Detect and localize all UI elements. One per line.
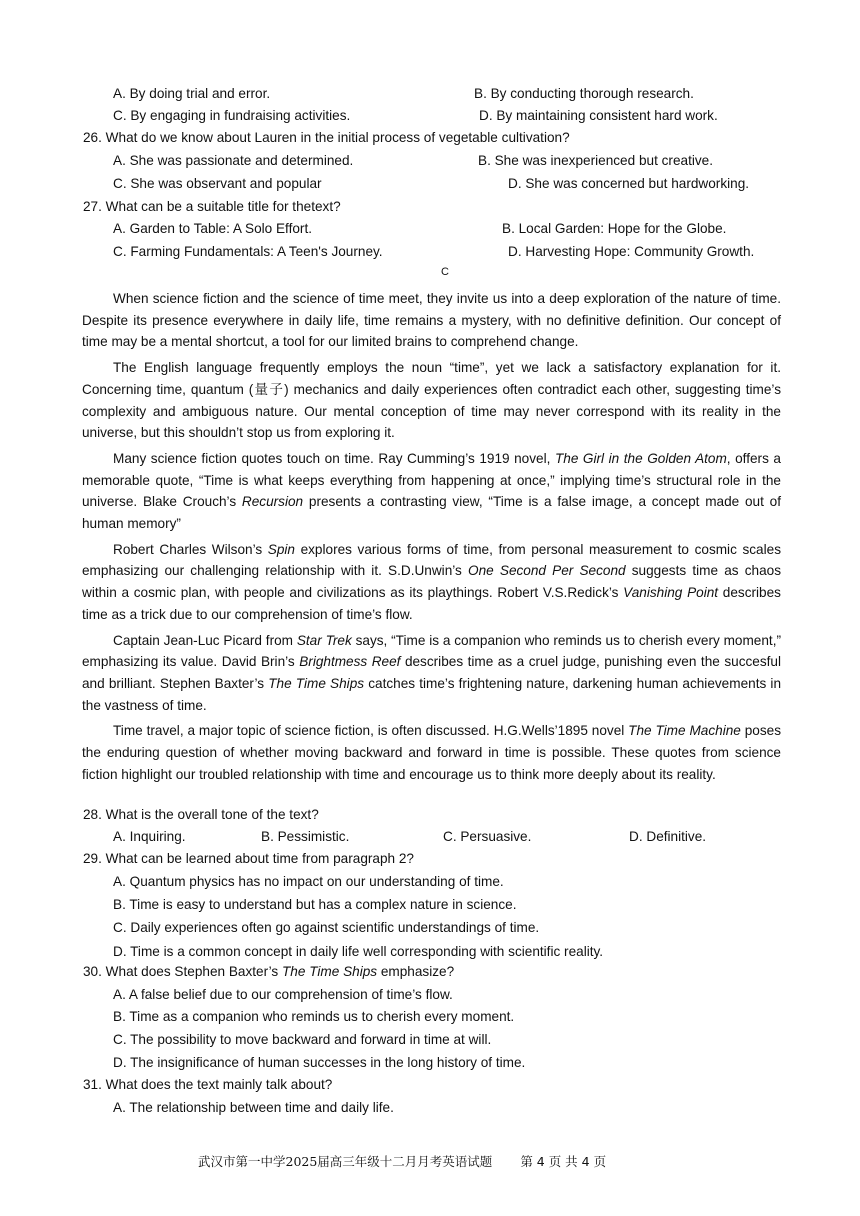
q25-option-c: C. By engaging in fundraising activities. bbox=[113, 108, 351, 123]
p5-text: Captain Jean-Luc Picard from bbox=[113, 632, 297, 648]
p4-text: suggests time as chaos within a cosmic plan, with people and civilizations as its playthings. Robert V.S.Redick’s bbox=[82, 563, 782, 601]
q30-stem-text: 30. What does Stephen Baxter’s bbox=[83, 964, 282, 979]
q29-stem: 29. What can be learned about time from paragraph 2? bbox=[83, 851, 414, 866]
passage bbox=[82, 288, 781, 785]
book-title: Vanishing Point bbox=[623, 585, 719, 601]
book-title: The Time Ships bbox=[268, 675, 365, 691]
q26-stem: 26. What do we know about Lauren in the initial process of vegetable cultivation? bbox=[83, 130, 570, 145]
p5-text: catches time’s frightening nature, darkening human achievements in the vastness of time. bbox=[82, 675, 782, 713]
p4-text: explores various forms of time, from personal measurement to cosmic scales emphasizing our challenging relationship with it. S.D.Unwin’s bbox=[82, 541, 781, 579]
book-title: The Time Machine bbox=[628, 723, 741, 739]
q25-option-b: B. By conducting thorough research. bbox=[474, 86, 694, 101]
paragraph-6 bbox=[82, 720, 781, 785]
book-title: The Girl in the Golden Atom bbox=[554, 450, 727, 466]
q28-option-d: D. Definitive. bbox=[629, 829, 707, 844]
p4-text: Robert Charles Wilson’s bbox=[113, 541, 268, 557]
q26-option-c: C. She was observant and popular bbox=[113, 176, 322, 191]
q27-stem: 27. What can be a suitable title for thetext? bbox=[83, 199, 341, 214]
paragraph-2: The English language frequently employs the noun “time”, yet we lack a satisfactory explanation for it. Concerning time, quantum (量子) mechanics and daily experiences often contradict each other, suggesting time’s complexity and ambiguous nature. Our mental conception of time may never correspond with its reality in the universe, but this shouldn’t stop us from exploring it. bbox=[82, 360, 781, 441]
section-letter: C bbox=[441, 266, 449, 278]
p3-text: presents a contrasting view, “Time is a false image, a concept made out of human memory” bbox=[82, 494, 781, 532]
q28-option-a: A. Inquiring. bbox=[113, 829, 186, 844]
q27-option-a: A. Garden to Table: A Solo Effort. bbox=[113, 221, 312, 236]
q29-option-b: B. Time is easy to understand but has a complex nature in science. bbox=[113, 897, 517, 912]
q27-option-c: C. Farming Fundamentals: A Teen's Journey. bbox=[113, 244, 383, 259]
footer-school-title: 武汉市第一中学2025届高三年级十二月月考英语试题 bbox=[198, 1154, 493, 1169]
q26-option-a: A. She was passionate and determined. bbox=[113, 153, 354, 168]
q25-option-a: A. By doing trial and error. bbox=[113, 86, 271, 101]
p5-text: describes time as a cruel judge, punishing even the succesful and brilliant. Stephen Baxter’s bbox=[82, 654, 781, 691]
paragraph-3 bbox=[82, 448, 781, 535]
q31-stem: 31. What does the text mainly talk about? bbox=[83, 1077, 333, 1092]
q26-option-b: B. She was inexperienced but creative. bbox=[478, 153, 714, 168]
q29-option-d: D. Time is a common concept in daily life well corresponding with scientific reality. bbox=[113, 944, 604, 959]
page-footer bbox=[198, 1152, 606, 1170]
p3-text: Many science fiction quotes touch on time. Ray Cumming’s 1919 novel, bbox=[113, 450, 555, 466]
p5-text: says, “Time is a companion who reminds us to cherish every moment,” emphasizing its value. David Brin’s bbox=[82, 632, 782, 670]
book-title: Spin bbox=[267, 541, 295, 557]
q26-option-d: D. She was concerned but hardworking. bbox=[508, 176, 750, 191]
book-title: Star Trek bbox=[296, 632, 352, 648]
q30-stem bbox=[83, 964, 454, 980]
q28-option-c: C. Persuasive. bbox=[443, 829, 532, 844]
paragraph-4 bbox=[82, 539, 781, 626]
q30-option-b: B. Time as a companion who reminds us to cherish every moment. bbox=[113, 1009, 515, 1024]
q30-option-c: C. The possibility to move backward and forward in time at will. bbox=[113, 1032, 492, 1047]
q25-option-d: D. By maintaining consistent hard work. bbox=[479, 108, 718, 123]
book-title: Brightmess Reef bbox=[299, 654, 401, 670]
book-title: One Second Per Second bbox=[468, 563, 626, 579]
p6-text: Time travel, a major topic of science fiction, is often discussed. H.G.Wells’1895 novel bbox=[113, 723, 629, 739]
q29-option-a: A. Quantum physics has no impact on our understanding of time. bbox=[113, 874, 504, 889]
book-title: The Time Ships bbox=[282, 964, 378, 979]
q30-option-a: A. A false belief due to our comprehension of time’s flow. bbox=[113, 987, 453, 1002]
q28-option-b: B. Pessimistic. bbox=[261, 829, 350, 844]
q30-option-d: D. The insignificance of human successes in the long history of time. bbox=[113, 1055, 526, 1070]
q31-option-a: A. The relationship between time and daily life. bbox=[113, 1100, 394, 1115]
p4-text: describes time as a trick due to our comprehension of time’s flow. bbox=[82, 585, 781, 622]
paragraph-5 bbox=[82, 630, 781, 717]
q30-stem-text: emphasize? bbox=[377, 964, 455, 979]
paragraph-1: When science fiction and the science of time meet, they invite us into a deep exploration of the nature of time. Despite its presence everywhere in daily life, time remains a mystery, with no definitive definition. Our concept of time may be a mental shortcut, a tool for our limited brains to comprehend change. bbox=[82, 291, 781, 350]
q27-option-d: D. Harvesting Hope: Community Growth. bbox=[508, 244, 755, 259]
q29-option-c: C. Daily experiences often go against scientific understandings of time. bbox=[113, 920, 540, 935]
book-title: Recursion bbox=[241, 494, 304, 510]
p6-text: poses the enduring question of whether moving backward and forward in time is possible. These quotes from science fiction highlight our troubled relationship with time and encourage us to think more deeply about its reality. bbox=[82, 723, 782, 782]
q28-stem: 28. What is the overall tone of the text? bbox=[83, 807, 319, 822]
q27-option-b: B. Local Garden: Hope for the Globe. bbox=[502, 221, 727, 236]
footer-page-number: 第 4 页 共 4 页 bbox=[520, 1154, 607, 1169]
p3-text: , offers a memorable quote, “Time is what keeps everything from happening at once,” implying time’s structural role in the universe. Blake Crouch’s bbox=[82, 450, 781, 510]
